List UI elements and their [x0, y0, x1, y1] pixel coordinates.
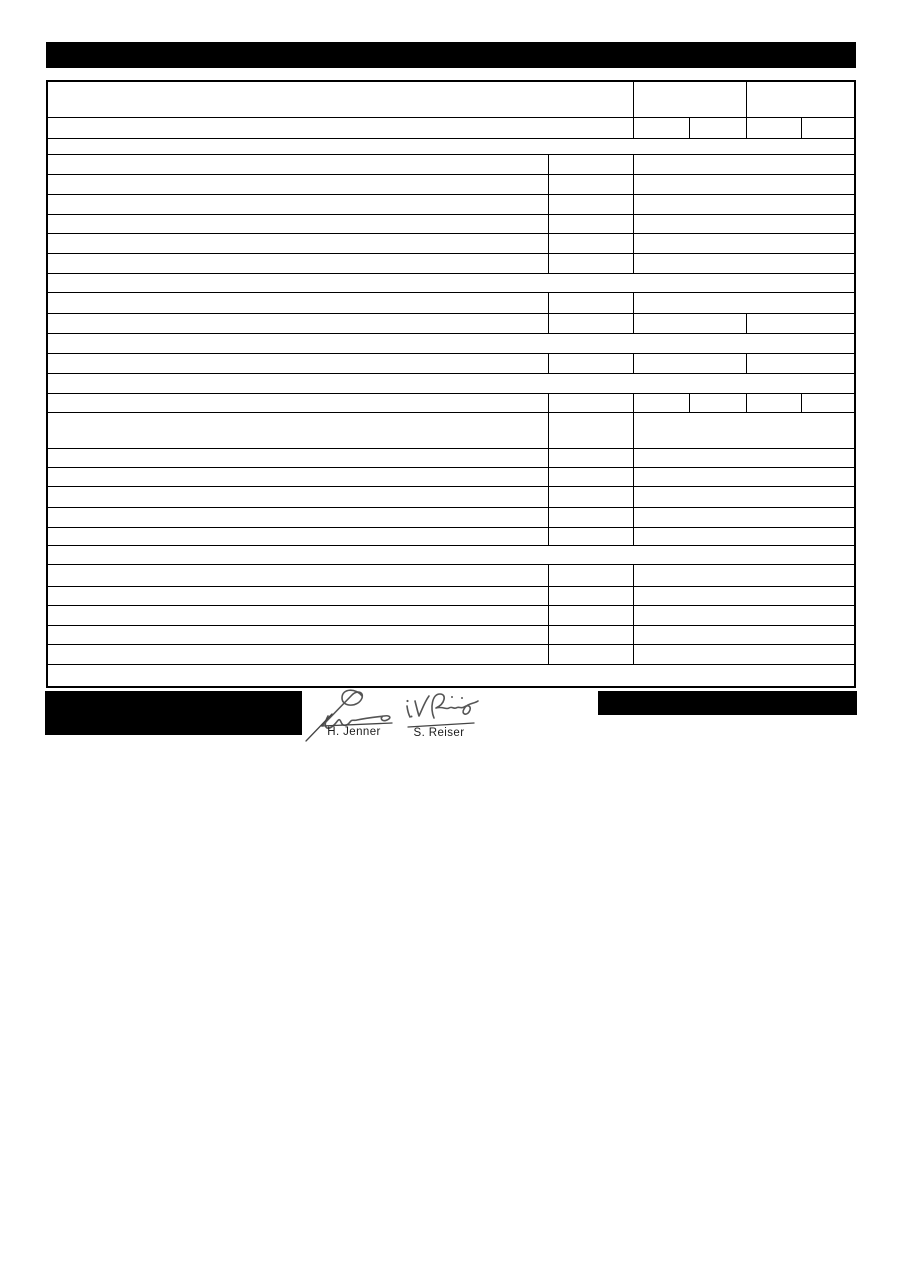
table-cell [48, 215, 549, 233]
table-cell [634, 82, 747, 117]
table-cell [634, 468, 854, 486]
table-cell [549, 626, 634, 644]
table-cell [549, 449, 634, 467]
table-cell [549, 155, 634, 174]
table-cell [48, 195, 549, 214]
data-table [46, 80, 856, 688]
table-row [48, 587, 854, 606]
table-cell [549, 528, 634, 545]
table-row [48, 274, 854, 293]
table-cell [634, 587, 854, 605]
table-row [48, 234, 854, 254]
table-row [48, 195, 854, 215]
table-row [48, 508, 854, 528]
table-cell [747, 394, 802, 412]
table-cell [48, 394, 549, 412]
table-cell [549, 314, 634, 333]
table-cell [549, 394, 634, 412]
table-row [48, 215, 854, 234]
table-cell [747, 314, 854, 333]
table-cell [634, 354, 747, 373]
table-row [48, 139, 854, 155]
table-cell [48, 449, 549, 467]
table-cell [747, 118, 802, 138]
table-cell [48, 468, 549, 486]
table-cell [634, 394, 690, 412]
table-cell [549, 254, 634, 273]
table-cell [48, 118, 634, 138]
table-row [48, 606, 854, 626]
signature-jenner-printed-name: H. Jenner [327, 726, 381, 738]
table-cell [48, 293, 549, 313]
table-cell [634, 645, 854, 664]
table-row [48, 293, 854, 314]
table-cell [634, 528, 854, 545]
table-cell [549, 645, 634, 664]
table-cell [747, 82, 854, 117]
table-cell [634, 254, 854, 273]
table-cell [549, 175, 634, 194]
table-row [48, 546, 854, 565]
table-cell [48, 487, 549, 507]
table-row [48, 354, 854, 374]
table-cell [690, 118, 747, 138]
table-cell [549, 354, 634, 373]
table-cell [690, 394, 747, 412]
table-cell [634, 487, 854, 507]
table-cell [48, 413, 549, 448]
table-row [48, 468, 854, 487]
table-cell [549, 606, 634, 625]
table-cell [48, 175, 549, 194]
table-cell [48, 234, 549, 253]
redacted-title-bar [46, 42, 856, 68]
table-row [48, 155, 854, 175]
table-row [48, 254, 854, 274]
table-cell [48, 606, 549, 625]
redacted-footer-left [45, 691, 302, 735]
table-cell [48, 334, 854, 353]
table-cell [48, 354, 549, 373]
table-row [48, 449, 854, 468]
table-cell [634, 118, 690, 138]
table-cell [48, 587, 549, 605]
table-row [48, 82, 854, 118]
table-cell [48, 139, 854, 154]
signature-reiser-printed-name: S. Reiser [413, 727, 465, 739]
table-cell [549, 215, 634, 233]
table-cell [549, 234, 634, 253]
table-cell [48, 528, 549, 545]
table-cell [634, 175, 854, 194]
table-cell [634, 565, 854, 586]
table-cell [634, 626, 854, 644]
table-row [48, 118, 854, 139]
table-cell [48, 274, 854, 292]
table-cell [634, 606, 854, 625]
table-cell [549, 413, 634, 448]
table-cell [634, 508, 854, 527]
table-cell [48, 645, 549, 664]
table-row [48, 665, 854, 686]
table-cell [634, 293, 854, 313]
table-cell [634, 195, 854, 214]
table-row [48, 394, 854, 413]
table-cell [48, 314, 549, 333]
table-row [48, 374, 854, 394]
table-cell [549, 293, 634, 313]
table-cell [549, 587, 634, 605]
table-cell [634, 234, 854, 253]
table-cell [48, 82, 634, 117]
table-cell [634, 155, 854, 174]
table-cell [48, 565, 549, 586]
table-row [48, 413, 854, 449]
table-cell [802, 394, 854, 412]
table-cell [549, 508, 634, 527]
table-cell [634, 449, 854, 467]
table-row [48, 175, 854, 195]
table-row [48, 565, 854, 587]
table-cell [634, 413, 854, 448]
table-cell [48, 546, 854, 564]
table-cell [48, 665, 854, 686]
table-cell [48, 508, 549, 527]
table-cell [549, 468, 634, 486]
table-cell [549, 195, 634, 214]
table-row [48, 528, 854, 546]
table-cell [634, 314, 747, 333]
redacted-footer-right [598, 691, 857, 715]
table-cell [48, 374, 854, 393]
table-cell [48, 155, 549, 174]
table-row [48, 645, 854, 665]
table-row [48, 334, 854, 354]
table-cell [48, 626, 549, 644]
table-row [48, 314, 854, 334]
table-cell [634, 215, 854, 233]
table-cell [549, 487, 634, 507]
table-cell [802, 118, 854, 138]
table-cell [48, 254, 549, 273]
table-row [48, 487, 854, 508]
table-cell [747, 354, 854, 373]
table-row [48, 626, 854, 645]
table-cell [549, 565, 634, 586]
